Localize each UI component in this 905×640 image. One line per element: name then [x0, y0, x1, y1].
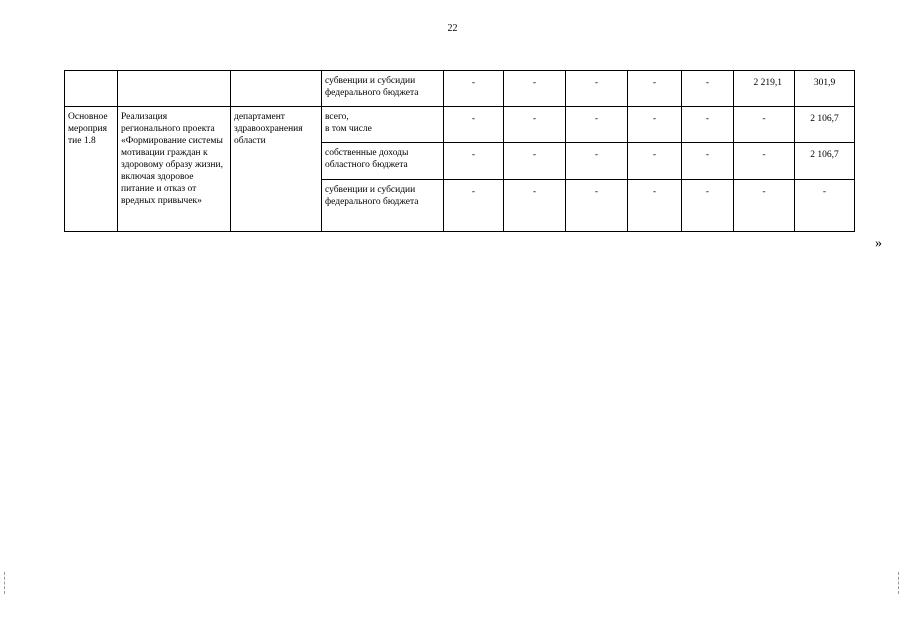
value-cell: - [504, 143, 566, 180]
funding-source-cell: субвенции и субсидии федерального бюджета [322, 71, 444, 107]
value-cell: - [444, 107, 504, 143]
value-cell: - [682, 71, 734, 107]
value-cell: - [504, 71, 566, 107]
funding-source-cell [322, 107, 444, 143]
value-cell: - [566, 180, 628, 232]
funding-source-cell: собственные доходы областного бюджета [322, 143, 444, 180]
value-cell: 2 106,7 [795, 107, 855, 143]
value-cell: - [566, 107, 628, 143]
activity-executor-cell: департамент здравоохранения области [231, 107, 322, 232]
executor-cell [231, 71, 322, 107]
value-cell: - [566, 71, 628, 107]
value-cell: - [444, 180, 504, 232]
value-cell: - [628, 143, 682, 180]
value-cell: - [504, 107, 566, 143]
value-cell: - [504, 180, 566, 232]
value-cell: 2 219,1 [734, 71, 795, 107]
funding-source-cell: субвенции и субсидии федерального бюджета [322, 180, 444, 232]
value-cell: - [682, 107, 734, 143]
value-cell: 2 106,7 [795, 143, 855, 180]
funding-source-line: в том числе [325, 124, 372, 134]
right-edge-mark [898, 572, 901, 594]
value-cell: - [444, 143, 504, 180]
table-row [65, 71, 855, 107]
value-cell: 301,9 [795, 71, 855, 107]
value-cell: - [566, 143, 628, 180]
value-cell: - [628, 107, 682, 143]
value-cell: - [734, 107, 795, 143]
value-cell: - [628, 71, 682, 107]
value-cell: - [444, 71, 504, 107]
page-number: 22 [447, 23, 458, 34]
value-cell: - [734, 180, 795, 232]
funding-source-line: всего, [325, 112, 349, 122]
value-cell: - [682, 143, 734, 180]
activity-name-cell: Основное мероприя тие 1.8 [65, 107, 118, 232]
name-cell [65, 71, 118, 107]
value-cell: - [734, 143, 795, 180]
value-cell: - [628, 180, 682, 232]
budget-table [64, 70, 855, 232]
table-row [65, 107, 855, 143]
value-cell: - [795, 180, 855, 232]
value-cell: - [682, 180, 734, 232]
activity-description-cell: Реализация регионального проекта «Формирование системы мотивации граждан к здоровому образу жизни, включая здоровое питание и отказ от вредных привычек» [118, 107, 231, 232]
closing-quote: » [875, 236, 882, 251]
left-edge-mark [4, 572, 7, 594]
description-cell [118, 71, 231, 107]
